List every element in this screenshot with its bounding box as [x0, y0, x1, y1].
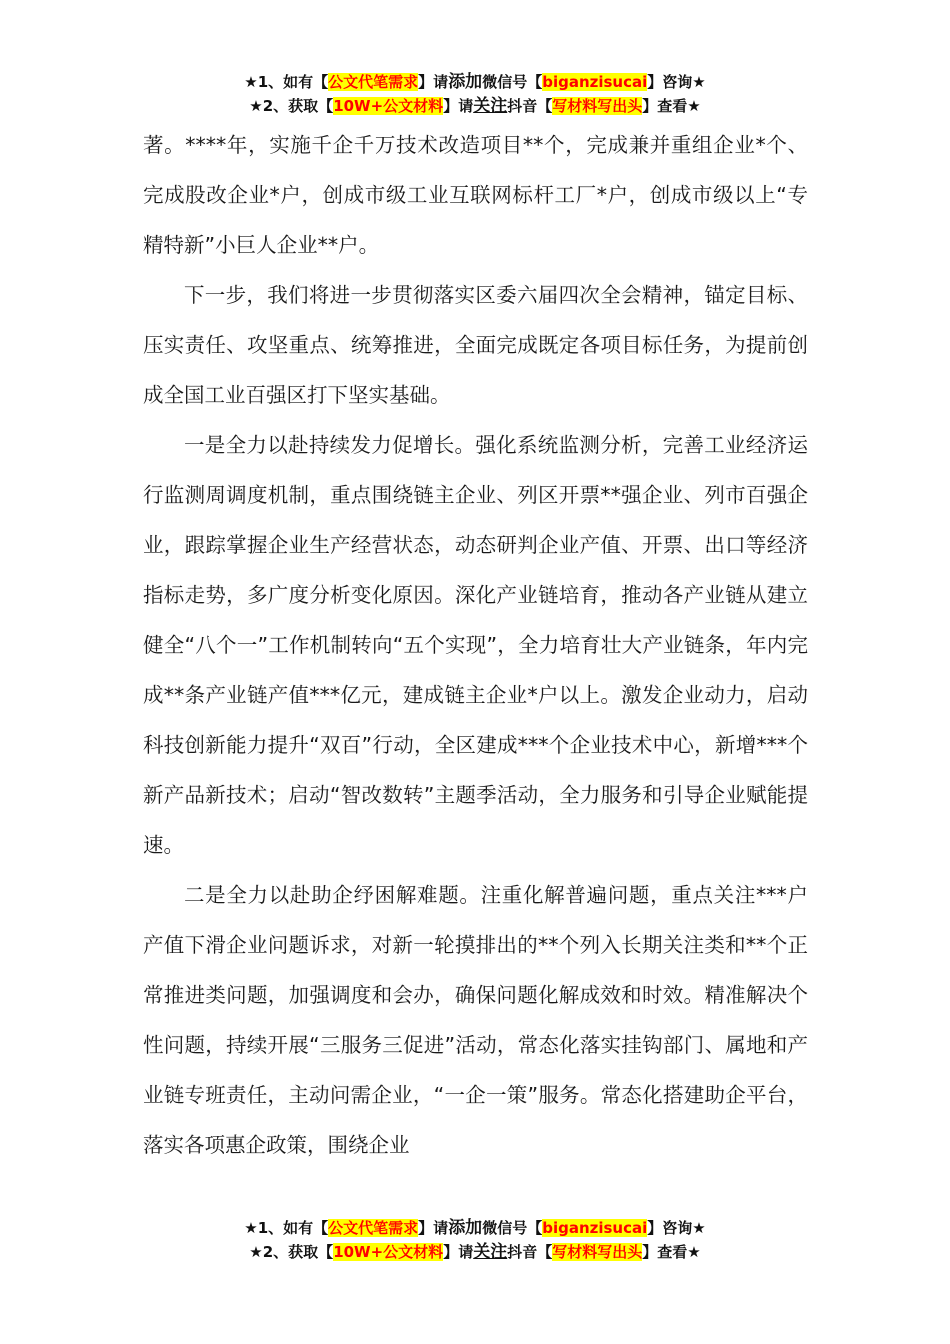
footer-banner: [0, 1216, 950, 1264]
banner-emphasis-underlined: 关注: [473, 1242, 508, 1262]
banner-text: 】请: [418, 1219, 449, 1237]
header-banner: [0, 70, 950, 118]
banner-text: ★2、获取【: [249, 1243, 334, 1261]
banner-text: 微信号【: [482, 1219, 543, 1237]
banner-text: 】请: [443, 97, 474, 115]
banner-line-2: [0, 94, 950, 118]
banner-text: 抖音【: [507, 97, 553, 115]
paragraph: 下一步，我们将进一步贯彻落实区委六届四次全会精神，锚定目标、压实责任、攻坚重点、统筹推进，全面完成既定各项目标任务，为提前创成全国工业百强区打下坚实基础。: [143, 283, 808, 407]
banner-highlight-wechat-id: biganzisucai: [542, 73, 648, 91]
banner-text: 】咨询★: [647, 1219, 706, 1237]
banner-highlight-douyin: 写材料写出头: [552, 1243, 643, 1261]
banner-text: 】查看★: [642, 1243, 701, 1261]
banner-text: 】请: [443, 1243, 474, 1261]
banner-highlight-wechat-id: biganzisucai: [542, 1219, 648, 1237]
document-body: [143, 120, 808, 1170]
banner-emphasis: 添加: [448, 72, 483, 92]
paragraph: 著。****年，实施千企千万技术改造项目**个，完成兼并重组企业*个、完成股改企业*户，创成市级工业互联网标杆工厂*户，创成市级以上“专精特新”小巨人企业**户。: [143, 133, 808, 257]
banner-text: 】请: [418, 73, 449, 91]
banner-text: 】咨询★: [647, 73, 706, 91]
banner-line-1: [0, 70, 950, 94]
paragraph: 二是全力以赴助企纾困解难题。注重化解普遍问题，重点关注***户产值下滑企业问题诉求，对新一轮摸排出的**个列入长期关注类和**个正常推进类问题，加强调度和会办，确保问题化解成效和时效。精准解决个性问题，持续开展“三服务三促进”活动，常态化落实挂钩部门、属地和产业链专班责任，主动问需企业，“一企一策”服务。常态化搭建助企平台，落实各项惠企政策，围绕企业: [143, 883, 808, 1157]
banner-line-1: [0, 1216, 950, 1240]
banner-text: ★2、获取【: [249, 97, 334, 115]
banner-text: 微信号【: [482, 73, 543, 91]
banner-text: ★1、如有【: [244, 1219, 329, 1237]
banner-highlight: 10W+公文材料: [333, 97, 444, 115]
banner-highlight: 公文代笔需求: [328, 73, 419, 91]
banner-text: 抖音【: [507, 1243, 553, 1261]
banner-highlight: 10W+公文材料: [333, 1243, 444, 1261]
banner-line-2: [0, 1240, 950, 1264]
banner-emphasis: 添加: [448, 1218, 483, 1238]
banner-highlight: 公文代笔需求: [328, 1219, 419, 1237]
banner-text: 】查看★: [642, 97, 701, 115]
banner-emphasis-underlined: 关注: [473, 96, 508, 116]
banner-text: ★1、如有【: [244, 73, 329, 91]
banner-highlight-douyin: 写材料写出头: [552, 97, 643, 115]
paragraph: 一是全力以赴持续发力促增长。强化系统监测分析，完善工业经济运行监测周调度机制，重点围绕链主企业、列区开票**强企业、列市百强企业，跟踪掌握企业生产经营状态，动态研判企业产值、开票、出口等经济指标走势，多广度分析变化原因。深化产业链培育，推动各产业链从建立健全“八个一”工作机制转向“五个实现”，全力培育壮大产业链条，年内完成**条产业链产值***亿元，建成链主企业*户以上。激发企业动力，启动科技创新能力提升“双百”行动，全区建成***个企业技术中心，新增***个新产品新技术；启动“智改数转”主题季活动，全力服务和引导企业赋能提速。: [143, 433, 808, 857]
